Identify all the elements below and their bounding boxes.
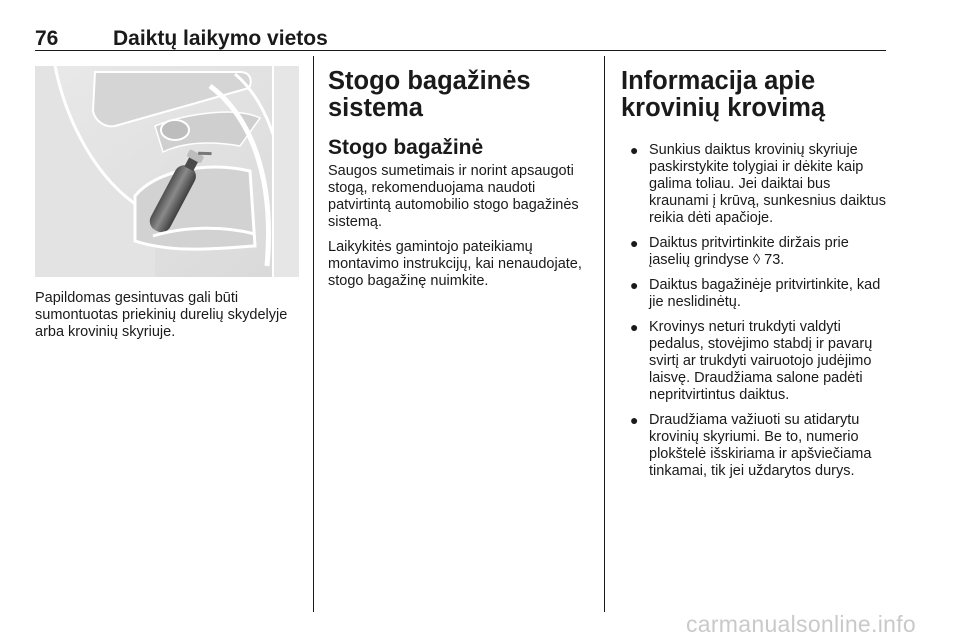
page-header-title: Daiktų laikymo vietos xyxy=(113,27,328,50)
bullet-icon: ● xyxy=(630,235,639,251)
list-item xyxy=(621,277,891,311)
bullet-icon: ● xyxy=(630,142,639,158)
subsection-heading-roof-rack: Stogo bagažinė xyxy=(328,136,484,159)
list-item-text: Draudžiama važiuoti su atidarytu krovinių skyriumi. Be to, numerio plokštelė išskiriama ir apšviečiama tinkamai, tik jei uždarytos durys. xyxy=(649,412,872,479)
list-item xyxy=(621,142,891,227)
paragraph: Laikykitės gamintojo pateikiamų montavimo instrukcijų, kai nenaudojate, stogo bagažinę nuimkite. xyxy=(328,239,582,289)
list-item-text: Daiktus pritvirtinkite diržais prie įaselių grindyse ◊ 73. xyxy=(649,235,849,268)
list-item xyxy=(621,235,891,269)
section-heading-roof-rack-system: Stogo bagažinės sistema xyxy=(328,67,531,122)
list-item-text: Krovinys neturi trukdyti valdyti pedalus, stovėjimo stabdį ir pavarų svirtį ar trukdyti vairuotojo judėjimo laisvę. Draudžiama salone padėti nepritvirtintus daiktus. xyxy=(649,319,873,403)
loading-bullet-list xyxy=(621,142,891,480)
header-rule xyxy=(35,50,886,51)
figure-caption: Papildomas gesintuvas gali būti sumontuotas priekinių durelių skydelyje arba krovinių skyriuje. xyxy=(35,290,288,340)
column-divider-2 xyxy=(604,56,605,612)
list-item-text: Sunkius daiktus krovinių skyriuje paskirstykite tolygiai ir dėkite kaip galima toliau. Jei daiktai bus kraunami į krūvą, sunkesnius daiktus reikia dėti apačioje. xyxy=(649,142,886,226)
page-number: 76 xyxy=(35,27,59,50)
bullet-icon: ● xyxy=(630,412,639,428)
paragraph: Saugos sumetimais ir norint apsaugoti stogą, rekomenduojama naudoti patvirtintą automobilio stogo bagažinės sistemą. xyxy=(328,163,579,230)
loading-info-section xyxy=(621,68,891,488)
list-item xyxy=(621,412,891,480)
list-item xyxy=(621,319,891,404)
fire-extinguisher-illustration xyxy=(35,66,299,277)
bullet-icon: ● xyxy=(630,277,639,293)
section-heading-loading-info: Informacija apie krovinių krovimą xyxy=(621,67,826,122)
column-divider-1 xyxy=(313,56,314,612)
roof-rack-section xyxy=(328,68,594,298)
watermark: carmanualsonline.info xyxy=(685,611,916,637)
bullet-icon: ● xyxy=(630,319,639,335)
list-item-text: Daiktus bagažinėje pritvirtinkite, kad jie neslidinėtų. xyxy=(649,277,881,310)
